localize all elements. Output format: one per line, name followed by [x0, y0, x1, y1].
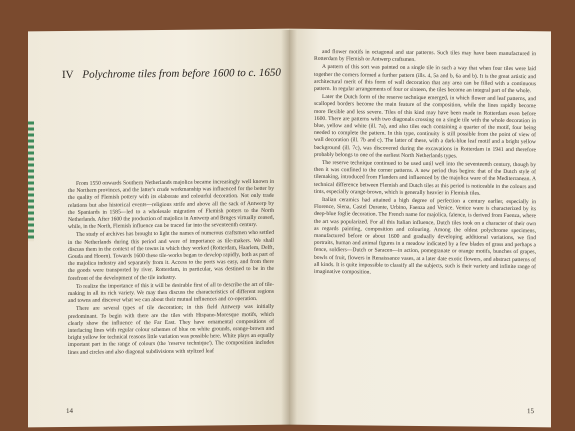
left-page: [28, 29, 289, 428]
open-book: [28, 30, 551, 426]
paragraph: Italian ceramics had attained a high degree of perfection a century earlier, especially in Florence, Siena, Castel Durante, Urbino, Faenza and Venice. Venice ware is characterized by its deep-blue foglie decoration. The French name for majolica, faïence, is derived from Faenza, where the art was popularized. For all this Italian influence, Dutch tiles took on a character of their own as regards painting, composition and colouring. Among the oldest polychrome specimens, manufactured before or about 1600 and gradually developing additional variations, we find portraits, human and animal figures in a meadow indicated by a few blades of grass and perhaps a fence, soldiers—Dutch or Saracen—in action, pomegranate or orange motifs, bunches of grapes, bowls of fruit, flowers in Renaissance vases, at a later date exotic flowers, and abstract patterns of all kinds. It is quite impossible to classify all the subjects, such is their variety and infinite range of imaginative composition.: [314, 197, 536, 276]
right-body-text: [314, 49, 536, 280]
paragraph: A pattern of this sort was painted on a single tile in such a way that when four tiles were laid together the corners formed a further pattern (ills. 4, 5a and b, 6a and b). It is the great artistic and architectural merit of this form of wall decoration that any area can be filled with a continuous pattern. In regular arrangements of four or sixteen, the tiles become an integral part of the whole.: [314, 64, 536, 95]
book-gutter: [281, 30, 297, 426]
right-page: [289, 29, 551, 428]
chapter-heading: [62, 67, 282, 81]
paragraph: Later the Dutch form of the reserve technique emerged, in which flower and leaf patterns, and scalloped borders become the main feature of the composition, while the lines rapidly become more flexible and less severe. Tiles of this kind may have been made in Rotterdam even before 1600. There are patterns with two diagonals crossing on a single tile with the whole decoration in blue, yellow and white (ill. 7a), and also tiles each containing a quarter of the motif, four being needed to complete the pattern. In this type, continuity is still possible from the point of view of wall decoration (ill. 7b and c). The latter of these, with a dark-blue leaf motif and a bright yellow background (ill. 7c), was discovered during the excavations in Rotterdam in 1941 and therefore probably belongs to one of the earliest North Netherlands types.: [314, 94, 536, 160]
paragraph: To realize the importance of this it will be desirable first of all to describe the art of tile-making in all its rich variety. We may then discuss the characteristics of different regions and towns and discover what we can about their mutual influences and co-operation.: [68, 281, 274, 305]
paragraph: There are several types of tile decoration; in this field Antwerp was initially predominant. To begin with there are the tiles with Hispano-Moresque motifs, which clearly show the influence of the Far East. They have ornamental compositions of interlacing lines with regular colour schemes of blue on white grounds, orange-brown and bright yellow for technical reasons little variation was possible here. White plays an equally important part in the range of colours (the 'reserve technique'). The composition includes lines and circles and also diagonal subdivisions with stylized leaf: [68, 304, 274, 356]
chapter-title: Polychrome tiles from before 1600 to c. 1650: [82, 66, 281, 81]
chapter-number: IV: [62, 68, 74, 82]
paragraph: From 1550 onwards Southern Netherlands majolica became increasingly well known in the Northern provinces, and the latter's crude workmanship was influenced for the better by the quality of Flemish pottery with its elaborate and colourful decoration. Not only trade relations but also historical events—religious strife and above all the sack of Antwerp by the Spaniards in 1585—led to a wholesale migration of Flemish potters to the North Netherlands. After 1600 the production of majolica in Antwerp and Bruges virtually ceased, while, in the North, Flemish influence can be traced far into the seventeenth century.: [68, 178, 274, 231]
page-number-right: 15: [527, 407, 534, 416]
page-number-left: 14: [66, 406, 73, 415]
paragraph: The reserve technique continued to be used until well into the seventeenth century, though by then it was confined to the corner patterns. A new period thus begins: that of the Dutch style of tilemaking, introduced from Flanders and influenced by the majolica ware of the Mediterranean. A technical difference between Flemish and Dutch tiles at this period is noticeable in the colours and tints, especially orange-brown, which is generally heavier in Flemish tiles.: [314, 160, 536, 197]
left-body-text: [68, 179, 274, 358]
paragraph: The study of archives has brought to light the names of numerous craftsmen who settled in the Netherlands during this period and were of importance as tile-makers. We shall discuss them in the context of the towns in which they worked (Rotterdam, Haarlem, Delft, Gouda and Hoorn). Towards 1600 these tile-works began to develop rapidly, both as part of the majolica industry and separately from it. Access to the ports was easy, and from there the goods were transported by river. Rotterdam, in particular, was destined to be in the forefront of the development of the tile industry.: [68, 230, 274, 282]
paragraph: and flower motifs in octagonal and star patterns. Such tiles may have been manufactured in Rotterdam by Flemish or Antwerp craftsmen.: [314, 48, 536, 64]
page-edge-marker: [28, 121, 34, 241]
